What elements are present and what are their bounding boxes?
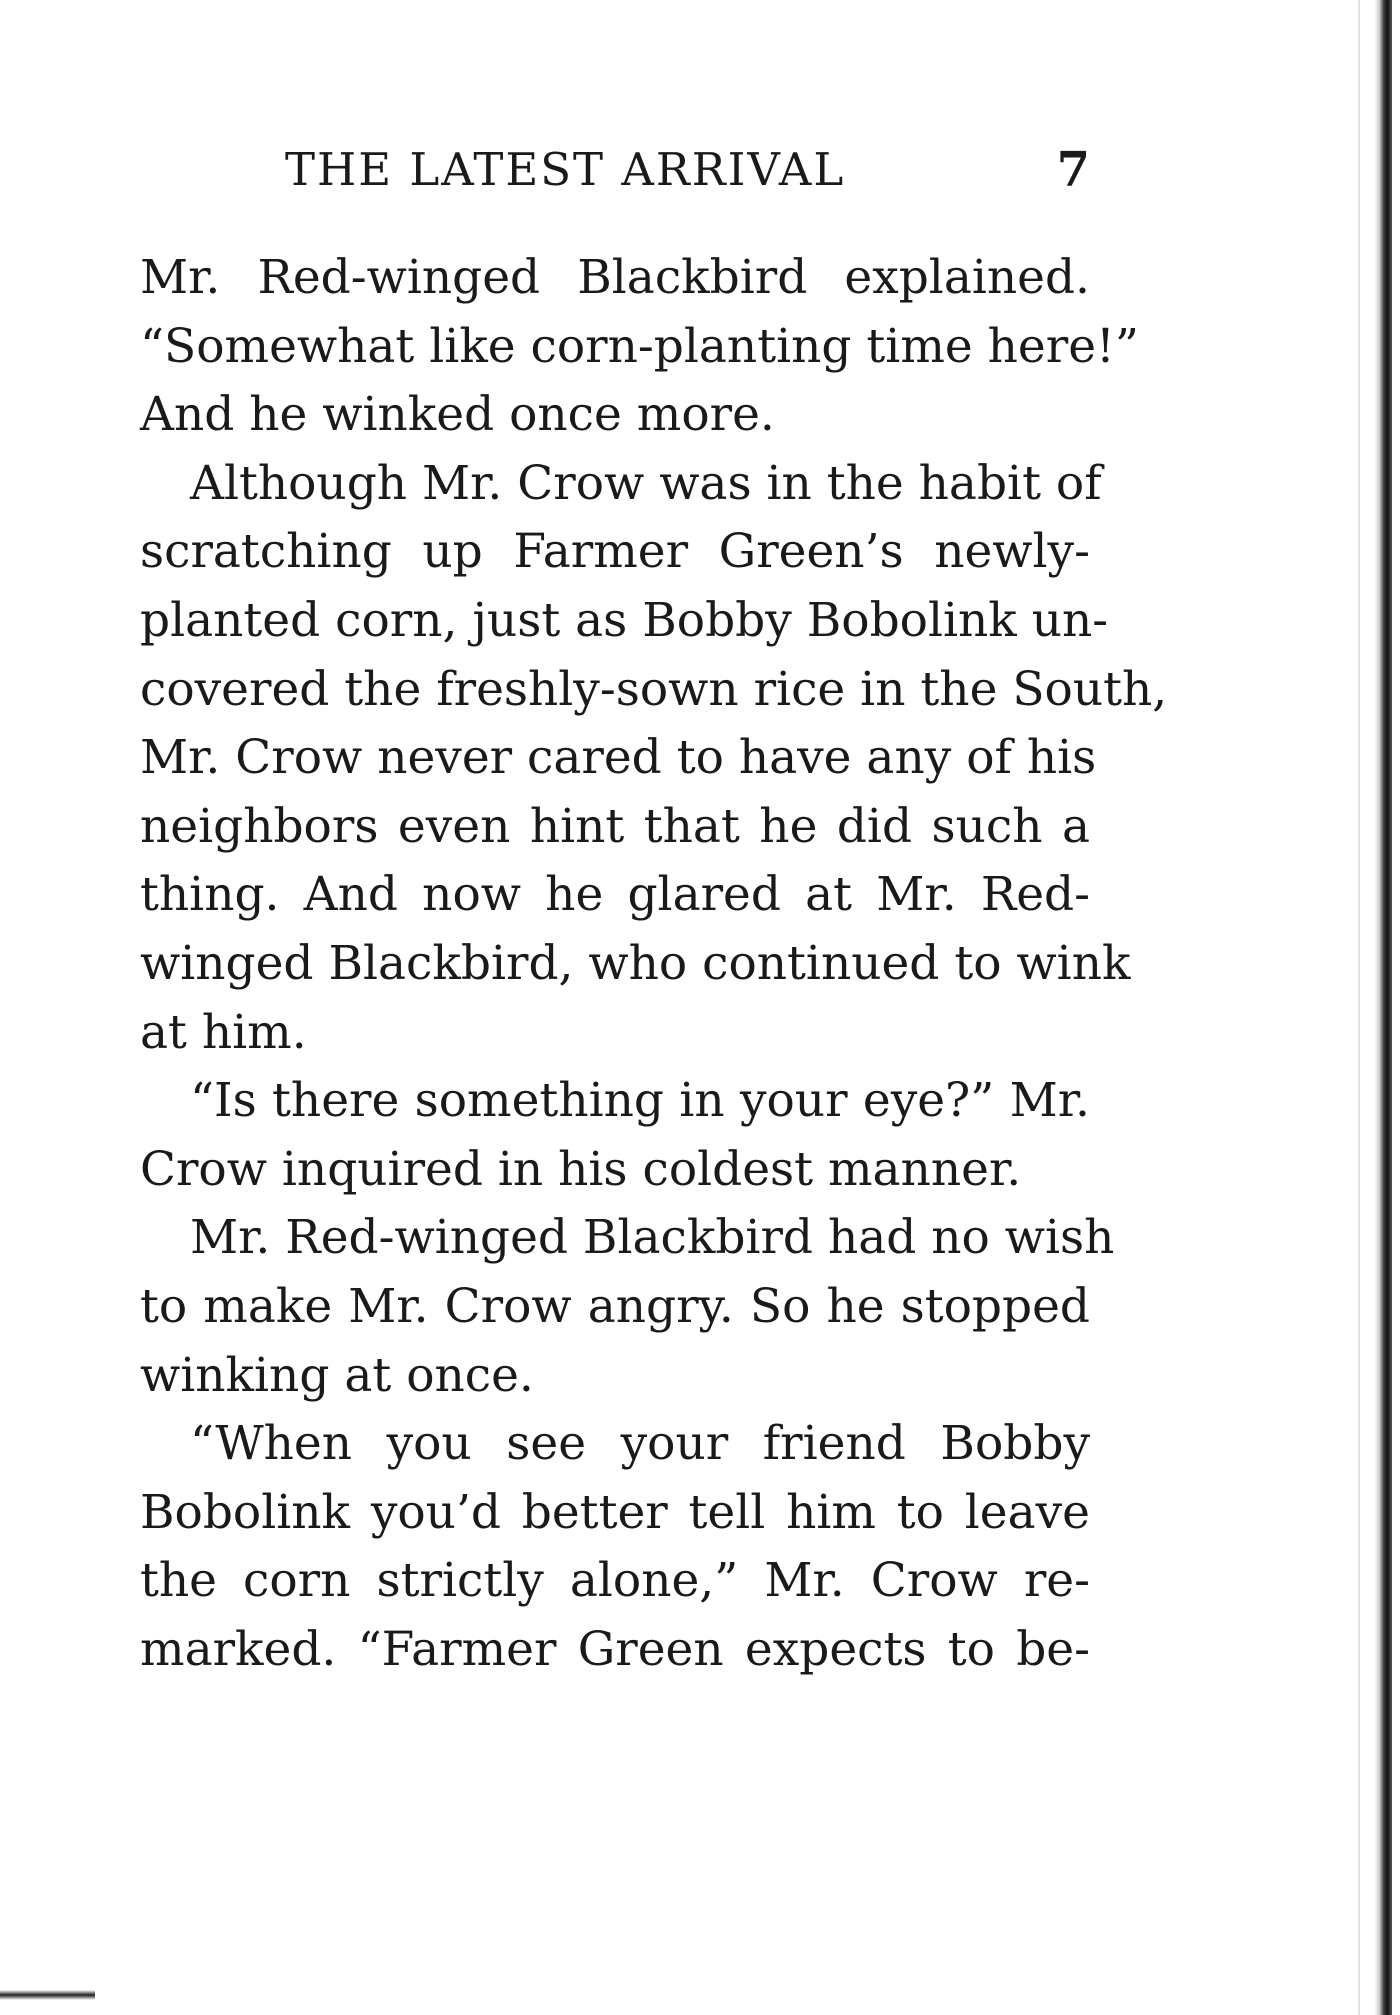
text-line: Crow inquired in his coldest manner. <box>140 1141 1022 1197</box>
text-line: scratching up Farmer Green’s newly- <box>140 524 1090 580</box>
text-line: covered the freshly-sown rice in the South, <box>140 661 1168 717</box>
text-line: “Is there something in your eye?” Mr. <box>190 1073 1090 1129</box>
paragraph <box>140 1410 1090 1684</box>
text-line: “When you see your friend Bobby <box>190 1416 1090 1472</box>
page-number: 7 <box>1056 142 1090 198</box>
paragraph <box>140 1204 1115 1410</box>
page-binding-edge <box>1374 0 1392 2015</box>
paragraph <box>140 244 1139 450</box>
text-line: at him. <box>140 1004 307 1060</box>
text-line: Mr. Red-winged Blackbird explained. <box>140 250 1090 305</box>
text-line: to make Mr. Crow angry. So he stopped <box>140 1278 1090 1334</box>
text-line: thing. And now he glared at Mr. Red- <box>140 867 1090 923</box>
page-edge-shadow <box>1358 0 1360 2015</box>
running-title: THE LATEST ARRIVAL <box>285 143 846 196</box>
text-line: marked. “Farmer Green expects to be- <box>140 1621 1090 1677</box>
body-text <box>140 244 1168 1684</box>
paragraph <box>140 450 1168 1067</box>
text-line: neighbors even hint that he did such a <box>140 798 1090 854</box>
text-line: Mr. Red-winged Blackbird had no wish <box>190 1210 1115 1266</box>
text-line: And he winked once more. <box>140 387 775 443</box>
text-line: planted corn, just as Bobby Bobolink un- <box>140 592 1109 648</box>
running-head <box>285 140 1090 200</box>
scan-mark <box>0 1990 95 2000</box>
text-line: the corn strictly alone,” Mr. Crow re- <box>140 1553 1090 1609</box>
text-line: winged Blackbird, who continued to wink <box>140 935 1131 991</box>
text-line: “Somewhat like corn-planting time here!” <box>140 318 1139 374</box>
paragraph <box>140 1067 1090 1204</box>
text-line: Bobolink you’d better tell him to leave <box>140 1484 1090 1540</box>
text-line: Although Mr. Crow was in the habit of <box>190 455 1102 511</box>
text-line: Mr. Crow never cared to have any of his <box>140 730 1097 786</box>
text-line: winking at once. <box>140 1347 534 1403</box>
